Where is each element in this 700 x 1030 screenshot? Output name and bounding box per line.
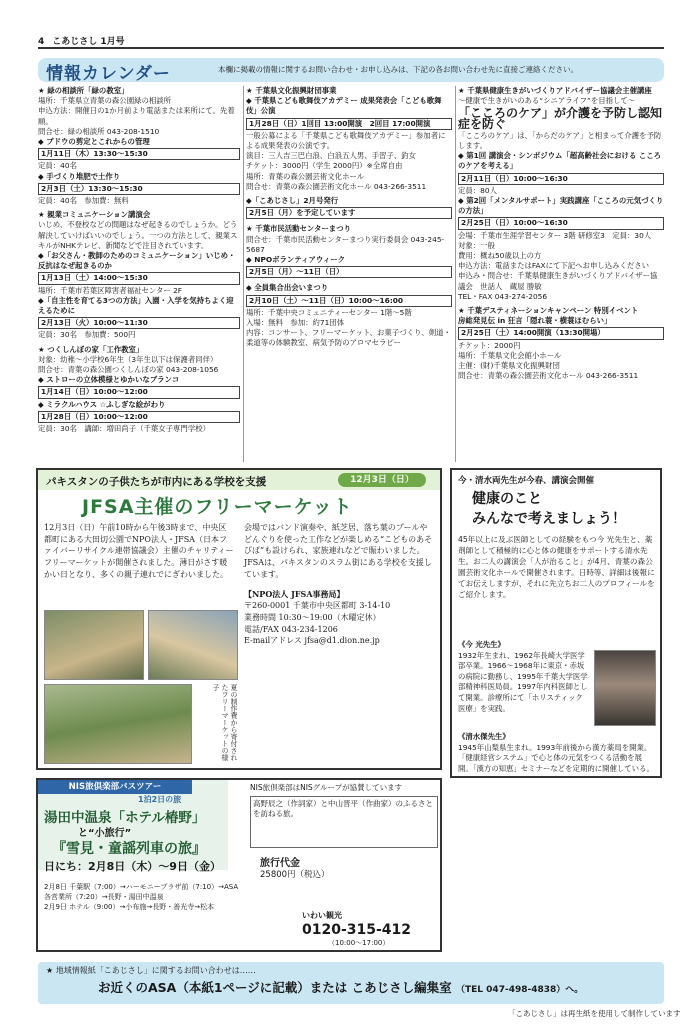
event-subheading: ◆「お父さん・教師のためのコミュニケーション」いじめ・反抗はなぜ起きるのか: [38, 251, 236, 271]
fleamarket-subtitle: パキスタンの子供たちが市内にある学校を支援: [46, 476, 267, 488]
event-text: 場所：青葉の森公園芸術文化ホール: [246, 171, 365, 181]
event-text: 入場：無料 参加：約71団体: [246, 318, 345, 328]
column-divider: [455, 86, 456, 462]
health-article: [450, 468, 662, 778]
event-text: 申込み・問合せ：千葉県健康生きがいづくりアドバイザー協議会 世話人 蔵屋 勝敏: [458, 271, 658, 291]
fleamarket-body-text: 12月3日（日）午前10時から午後3時まで、中央区都町にある大田切公園でNPO法人・JFSA（日本ファイバーリサイクル連帯協議会）主催のチャリティーフリーマーケットが開催されました。薄日がさす暖かい日となり、多くの親子連れでにぎわいました。: [44, 523, 234, 579]
calendar-column-1: [38, 86, 240, 434]
tour-description: 高野辰之（作詞家）と中山晋平（作曲家）のふるさとを訪ねる旅。: [250, 796, 438, 848]
event-heading: ★ 千葉県健康生きがいづくりアドバイザー協議会主催講座: [458, 86, 652, 95]
event-text: 定員：30名 講師：増田尚子（千葉女子専門学校）: [38, 424, 211, 434]
event-subheading: ◆ 全員集合出会いまつり: [246, 283, 329, 293]
event-heading: ★ 緑の相談所「緑の教室」: [38, 86, 129, 95]
event-text: 演目：三人吉三巴白浪、白浪五人男、手習子、釣女: [246, 151, 416, 161]
event-text: 内容：コンサート、フリーマーケット、お菓子づくり、剣道・柔道等の体験教室、病気予防のアロマセラピー: [246, 328, 451, 348]
footer-inquiry-line: ★ 地域情報紙「こあじさし」に関するお問い合わせは……: [46, 966, 256, 975]
event-text: 問合せ：千葉市民活動センターまつり実行委員会 043-245-5687: [246, 234, 445, 254]
event-date: 2月13日（火）10:00〜11:30: [38, 317, 240, 329]
event-text: 場所：千葉県立青葉の森公園緑の相談所: [38, 96, 172, 106]
event-date: 2月5日（月）〜11日（日）: [246, 266, 452, 278]
tour-phone-hours: （10:00〜17:00）: [328, 939, 390, 947]
event-text: 問合せ：青葉の森公園つくしんぼの家 043-208-1056: [38, 365, 219, 375]
tour-sponsor-note: NIS旅倶楽部はNISグループが協賛しています: [250, 783, 403, 792]
tour-course: [44, 882, 240, 912]
event-heading: ★ つくしんぼの家「工作教室」: [38, 344, 144, 354]
profile-text: 1945年山梨県生まれ。1993年前後から漢方薬局を開業。「健康経営システム」で心と体の元気をつくる活動を展開。「漢方の知恵」セミナーなどを定期的に開催している。: [458, 742, 654, 773]
health-title-line-2: みんなで考えましょう！: [472, 511, 626, 527]
event-text: チケット：2000円: [458, 340, 521, 350]
fleamarket-date-badge: 12月3日（日）: [338, 473, 426, 487]
event-date: 2月11日（日）10:00〜16:30: [458, 173, 664, 185]
fleamarket-photo-1: [44, 610, 144, 680]
event-subheading: ◆ 手づくり堆肥で土作り: [38, 171, 121, 181]
calendar-note: 本欄に掲載の情報に関するお問い合わせ・お申し込みは、下記の各お問い合わせ先に直接ご連絡ください。: [218, 65, 578, 74]
jfsa-hours: 業務時間 10:30〜19:00（木曜定休）: [244, 612, 381, 622]
fleamarket-photo-3: [44, 684, 192, 764]
event-subheading: ◆ ストローの立体模様とゆかいなブランコ: [38, 375, 180, 385]
recycled-paper-note: 「こあじさし」は再生紙を使用して制作しています: [508, 1009, 681, 1018]
fleamarket-body-text: 会場ではバンド演奏や、紙芝居、落ち葉のプールやどんぐりを使った工作などが楽しめる“こどものあそびば”も設けられ、家族連れなどで賑わいました。JFSAは、パキスタンのスラム街にある学校を支援しています。: [244, 523, 433, 579]
calendar-column-2: [246, 86, 452, 349]
event-text: 定員：30名 参加費：500円: [38, 330, 136, 340]
event-feature-title: 「こころのケア」が介護を予防し認知症を防ぐ: [458, 106, 663, 131]
footer-contact-text: お近くのASA（本紙1ページに記載）または こあじさし編集室: [98, 980, 452, 995]
event-date: 2月25日（土）14:00開演（13:30開場）: [458, 327, 664, 339]
event-heading: ★ 千葉県文化振興財団事業: [246, 86, 337, 95]
profile-shimizu: [458, 732, 656, 774]
event-text: いじめ、不登校などの問題はなぜ起きるのでしょうか。どう解決していけばいいのでしょう。一つの方法として、親業スキルがNHKテレビ、新聞などで注目されています。: [38, 220, 238, 250]
calendar-column-3: [458, 86, 664, 381]
portrait-kon: [594, 650, 656, 726]
event-text: 定員：40名: [38, 161, 77, 171]
fleamarket-body-right: [244, 522, 434, 647]
profile-kon: [458, 640, 590, 714]
health-body: 45年以上に及ぶ医師としての経験をもつ今 光先生と、薬剤師として積極的に心と体の健康をサポートする清水先生。お二人の講演会「人が治ること」が4月、青葉の森公園芸術文化ホールで開催されます。日時等、詳細は後報にてお伝えしますが、それに先立ちお二人のプロフィールをご紹介します。: [458, 535, 655, 599]
event-date: 2月25日（日）10:00〜16:30: [458, 217, 664, 229]
event-text: 会場：千葉市生涯学習センター 3階 研修室3 定員：30人: [458, 230, 652, 240]
fleamarket-article: [36, 468, 442, 770]
event-text: 対象：一般: [458, 240, 495, 250]
event-subheading: ◆ ミラクルハウス ☆ふしぎな絵がわり: [38, 399, 166, 409]
event-text: 申込方法：開催日の1か月前より電話または来所にて。先着順。: [38, 106, 235, 126]
event-date: 1月28日（日）10:00〜12:00: [38, 411, 240, 423]
event-subheading: 房総発見伝 in 狂言「隠れ蓑・横蓑ほむらい」: [458, 316, 612, 326]
event-text: 定員：40名 参加費：無料: [38, 196, 129, 206]
fleamarket-title: JFSA主催のフリーマーケット: [82, 496, 353, 518]
footer-contact-line: [98, 978, 583, 996]
health-subtitle: 今・清水両先生が今春、講演会開催: [458, 476, 595, 486]
event-text: 主催：(財)千葉県文化振興財団: [458, 361, 560, 371]
fleamarket-photo-2: [148, 610, 238, 680]
event-text: 場所：千葉中央コミュニティーセンター 1階〜5階: [246, 307, 412, 317]
tour-band: NIS旅倶楽部バスツアー: [38, 780, 192, 794]
event-subheading: ◆ 千葉県こども歌舞伎アカデミー 成果発表会「こども歌舞伎」公演: [246, 96, 442, 116]
jfsa-address: 〒260-0001 千葉市中央区都町 3-14-10: [244, 601, 391, 611]
event-date: 2月5日（月）を予定しています: [246, 207, 452, 219]
tour-title-1: 湯田中温泉「ホテル椿野」: [44, 810, 206, 826]
tour-company: いわい観光: [302, 911, 342, 920]
tour-dates: 日にち：2月8日（木）〜9日（金）: [44, 860, 221, 873]
event-heading: ★ 千葉市民活動センターまつり: [246, 224, 351, 234]
event-heading: ★ 親業コミュニケーション講演会: [38, 210, 151, 220]
column-divider: [243, 86, 244, 462]
event-date: 2月10日（土）〜11日（日）10:00〜16:00: [246, 295, 452, 307]
event-date: 1月11日（木）13:30〜15:30: [38, 148, 240, 160]
jfsa-email: E-mailアドレス jfsa@d1.dion.ne.jp: [244, 636, 380, 646]
fleamarket-body-left: [44, 522, 234, 581]
header-rule: [38, 47, 664, 49]
event-subheading: ◆ 第1回 講演会・シンポジウム「超高齢社会における こころのケアを考える」: [458, 151, 662, 171]
footer-phone: （TEL 047-498-4838）へ。: [456, 985, 584, 995]
event-date: 1月13日（土）14:00〜15:30: [38, 272, 240, 284]
jfsa-contact-title: 【NPO法人 JFSA事務局】: [244, 588, 345, 599]
tour-price: 25800円（税込）: [260, 870, 330, 880]
event-subheading: ◆ NPOボランティアウィーク: [246, 255, 346, 265]
event-date: 2月3日（土）13:30〜15:30: [38, 183, 240, 195]
event-text: 一般公募による「千葉県こども歌舞伎アカデミー」参加者による成果発表の公演です。: [246, 130, 446, 151]
bus-tour-ad: [36, 778, 442, 952]
event-text: 申込方法：電話またはFAXにて下記へお申し込みください: [458, 261, 650, 271]
event-text: 問合せ：青葉の森公園芸術文化ホール 043-266-3511: [458, 371, 639, 381]
event-heading: ★ 千葉デスティネーションキャンペーン 特別イベント: [458, 306, 639, 316]
course-day-1: 2月8日 千葉駅（7:00）→ハーモニープラザ前（7:10）→ASA各営業所（7:20）→長野・湯田中温泉: [44, 883, 239, 901]
tour-title-3: 『雪見・童謡列車の旅』: [52, 841, 206, 857]
event-subheading: ◆「自主性を育てる3つの方法」入園・入学を気持ちよく迎えるために: [38, 295, 234, 316]
event-text: 費用：概ね50歳以上の方: [458, 251, 542, 261]
event-date: 1月14日（日）10:00〜12:00: [38, 386, 240, 398]
footer-contact-banner: [38, 962, 664, 1004]
event-text: チケット：3000円（学生 2000円）※全席自由: [246, 161, 403, 171]
event-subheading: ◆「こあじさし」2月号発行: [246, 196, 339, 206]
calendar-title: 情報カレンダー: [46, 64, 171, 84]
jfsa-phone: 電話/FAX 043-234-1206: [244, 624, 338, 634]
health-title-line-1: 健康のこと: [472, 491, 542, 507]
event-subheading: ◆ 第2回「メンタルサポート」実践講座「こころの元気づくりの方法」: [458, 196, 664, 216]
event-date: 1月28日（日）1回目 13:00開演 2回目 17:00開演: [246, 118, 452, 130]
event-text: 定員：80人: [458, 185, 497, 195]
event-text: 対象：幼稚〜小学校6年生（3年生以下は保護者同伴）: [38, 354, 218, 364]
event-text: 場所：千葉県文化会館小ホール: [458, 350, 562, 360]
issue-title: こあじさし 1月号: [52, 37, 125, 47]
event-text: TEL・FAX 043-274-2056: [458, 291, 548, 301]
event-text: 問合せ：青葉の森公園芸術文化ホール 043-266-3511: [246, 181, 427, 191]
event-text: 「こころのケア」は、「からだのケア」と相まって介護を予防します。: [458, 130, 662, 151]
profile-name: 《清水傑先生》: [458, 732, 510, 741]
profile-text: 1932年生まれ、1962年長崎大学医学部卒業。1966〜1968年に東京・赤坂の病院に勤務し、1995年千葉大学医学部精神科医局員。1997年内科医師として開業。診療所にて「ホリスティック医療」を実践。: [458, 650, 588, 713]
profile-name: 《今 光先生》: [458, 640, 505, 649]
tour-phone: 0120-315-412: [302, 922, 412, 938]
event-text: 問合せ：緑の相談所 043-208-1510: [38, 126, 160, 136]
event-text: 〜健康で生きがいのある“シニアライフ”を目指して〜: [458, 96, 636, 106]
event-text: 場所：千葉市若葉区障害者福祉センター 2F: [38, 285, 183, 295]
tour-duration: 1泊2日の旅: [138, 795, 182, 804]
fleamarket-photo-caption: 夏の制作費から寄付されたフリーマーケットの様子: [212, 684, 238, 761]
tour-title-2: と“小旅行”: [78, 828, 132, 839]
course-day-2: 2月9日 ホテル（9:00）→小布施→長野・善光寺→松本: [44, 903, 215, 911]
page-header: [38, 34, 125, 47]
event-subheading: ◆ ブドウの剪定とこれからの管理: [38, 137, 150, 147]
tour-price-label: 旅行代金: [260, 858, 300, 869]
page-number: 4: [38, 37, 45, 47]
calendar-banner: [38, 58, 664, 82]
